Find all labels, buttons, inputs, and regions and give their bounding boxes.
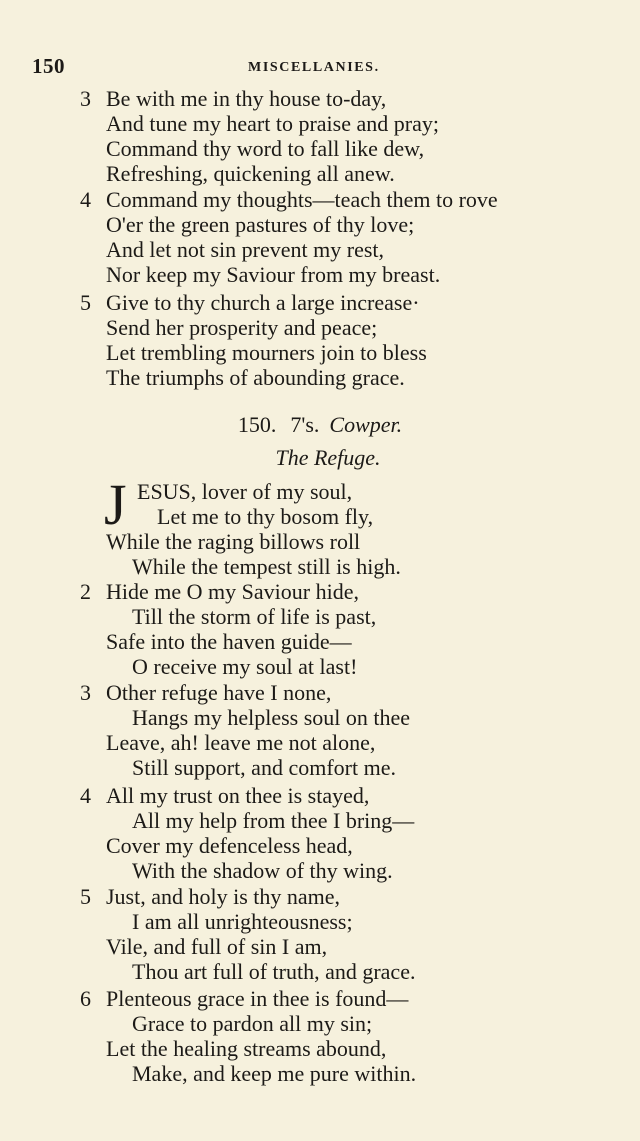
- stanza-number: 6: [80, 986, 91, 1011]
- page-number: 150: [32, 54, 65, 78]
- verse-line: Let me to thy bosom fly,: [157, 504, 374, 529]
- verse-line: Vile, and full of sin I am,: [106, 934, 328, 959]
- verse-line: Hide me O my Saviour hide,: [106, 579, 359, 604]
- running-head: MISCELLANIES.: [248, 60, 380, 75]
- verse-line: Till the storm of life is past,: [132, 604, 377, 629]
- verse-line: All my trust on thee is stayed,: [106, 783, 370, 808]
- verse-line: Cover my defenceless head,: [106, 833, 353, 858]
- stanza-number: 5: [80, 290, 91, 315]
- verse-line: Give to thy church a large increase·: [106, 290, 420, 315]
- verse-line: Refreshing, quickening all anew.: [106, 161, 395, 186]
- verse-line: And let not sin prevent my rest,: [106, 237, 385, 262]
- verse-line: Hangs my helpless soul on thee: [132, 705, 411, 730]
- drop-cap: J: [104, 472, 127, 537]
- verse-line: The triumphs of abounding grace.: [106, 365, 405, 390]
- verse-line: Make, and keep me pure within.: [132, 1061, 417, 1086]
- verse-line: Plenteous grace in thee is found—: [106, 986, 409, 1011]
- stanza-number: 3: [80, 86, 91, 111]
- hymn-header: [0, 412, 640, 438]
- verse-line: Be with me in thy house to-day,: [106, 86, 387, 111]
- verse-line: Thou art full of truth, and grace.: [132, 959, 416, 984]
- stanza-number: 3: [80, 680, 91, 705]
- verse-line: I am all unrighteousness;: [132, 909, 353, 934]
- verse-line: Other refuge have I none,: [106, 680, 332, 705]
- hymn-meter: 7's.: [290, 412, 320, 437]
- verse-line: Safe into the haven guide—: [106, 629, 352, 654]
- verse-line: And tune my heart to praise and pray;: [106, 111, 439, 136]
- verse-line: All my help from thee I bring—: [132, 808, 415, 833]
- verse-line: Command thy word to fall like dew,: [106, 136, 425, 161]
- verse-line: Nor keep my Saviour from my breast.: [106, 262, 441, 287]
- stanza-number: 4: [80, 187, 91, 212]
- verse-line: With the shadow of thy wing.: [132, 858, 393, 883]
- verse-line: While the tempest still is high.: [132, 554, 401, 579]
- verse-line: Let trembling mourners join to bless: [106, 340, 427, 365]
- stanza-number: 4: [80, 783, 91, 808]
- verse-line: Leave, ah! leave me not alone,: [106, 730, 376, 755]
- stanza-number: 2: [80, 579, 91, 604]
- verse-line: While the raging billows roll: [106, 529, 361, 554]
- stanza-number: 5: [80, 884, 91, 909]
- verse-line: Grace to pardon all my sin;: [132, 1011, 373, 1036]
- hymn-title: The Refuge.: [275, 445, 381, 470]
- verse-line: O'er the green pastures of thy love;: [106, 212, 415, 237]
- hymn-author: Cowper.: [329, 412, 403, 437]
- hymn-number: 150.: [237, 412, 277, 437]
- verse-line: Let the healing streams abound,: [106, 1036, 387, 1061]
- verse-line: Send her prosperity and peace;: [106, 315, 378, 340]
- verse-line: ESUS, lover of my soul,: [137, 479, 353, 504]
- verse-line: Command my thoughts—teach them to rove: [106, 187, 498, 212]
- verse-line: Still support, and comfort me.: [132, 755, 396, 780]
- verse-line: O receive my soul at last!: [132, 654, 358, 679]
- verse-line: Just, and holy is thy name,: [106, 884, 341, 909]
